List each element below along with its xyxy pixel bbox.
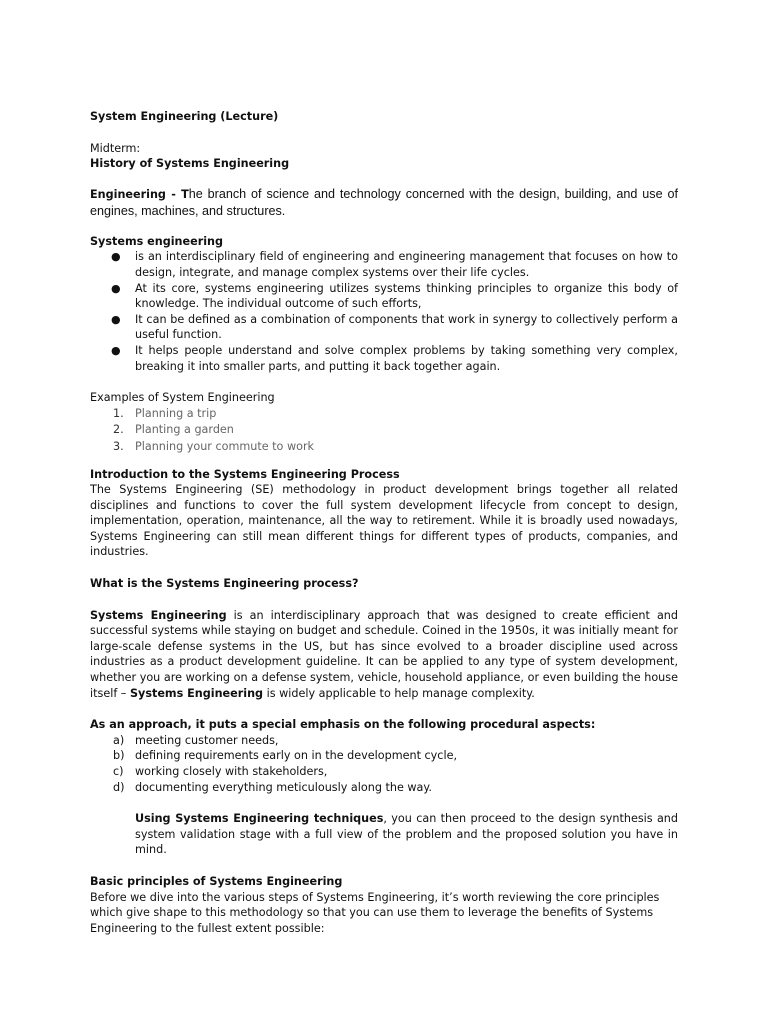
list-item-text: working closely with stakeholders, [135, 765, 328, 778]
list-item-text: It helps people understand and solve complex problems by taking something very complex, breaking it into smaller parts, and putting it back together again. [135, 343, 678, 373]
bullet-icon: ● [111, 281, 121, 295]
list-item [90, 748, 678, 764]
list-number: b) [113, 749, 125, 763]
list-item [90, 733, 678, 749]
engineering-definition [90, 186, 678, 220]
paragraph-text: is widely applicable to help manage complexity. [263, 686, 535, 700]
list-item [90, 439, 678, 456]
list-item-text: It can be defined as a combination of components that work in synergy to collectively perform a useful function. [135, 312, 678, 342]
intro-paragraph: The Systems Engineering (SE) methodology in product development brings together all related disciplines and functions to cover the full system development lifecycle from concept to design, implementation, operation, maintenance, all the way to retirement. While it is broadly used nowadays, Systems Engineering can still mean different things for different types of products, companies, and industries. [90, 483, 678, 559]
bullet-icon: ● [111, 343, 121, 357]
list-item [90, 422, 678, 439]
list-item [90, 780, 678, 796]
list-number: c) [113, 765, 124, 778]
list-item-text: defining requirements early on in the development cycle, [135, 749, 458, 763]
list-item [90, 406, 678, 423]
list-number: 1. [113, 406, 124, 420]
document-body [90, 109, 678, 936]
list-item-text: Planting a garden [135, 423, 234, 437]
list-number: 2. [113, 423, 124, 437]
paragraph-text: , you can then proceed to the design synthesis and system validation stage with a full view of the problem and the proposed solution you have in mind. [135, 812, 678, 857]
whatis-heading: What is the Systems Engineering process? [90, 577, 359, 591]
inline-bold-term: Systems Engineering [129, 686, 264, 700]
bullet-icon: ● [111, 250, 121, 264]
engineering-definition-text: he branch of science and technology concerned with the design, building, and use of engines, machines, and structures. [90, 186, 678, 218]
list-item-text: documenting everything meticulously along the way. [135, 780, 432, 794]
list-item [90, 764, 678, 780]
list-item [90, 312, 678, 343]
aspects-list [90, 733, 678, 795]
paragraph-text: is an interdisciplinary approach that was designed to create efficient and successful systems while staying on budget and schedule. Coined in the 1950s, it was initially meant for large-scale defense systems in the US, but has since evolved to a broader discipline used across industries as a product development guideline. It can be applied to any type of system development, whether you are working on a defense system, vehicle, household appliance, or even building the house itself – [90, 608, 678, 700]
list-item [90, 343, 678, 374]
list-item [90, 281, 678, 312]
list-item [90, 249, 678, 280]
list-item-text: meeting customer needs, [135, 733, 279, 747]
examples-heading: Examples of System Engineering [90, 391, 275, 405]
intro-heading: Introduction to the Systems Engineering Process [90, 467, 400, 481]
list-number: 3. [113, 439, 124, 453]
list-item-text: Planning your commute to work [135, 439, 315, 453]
bullet-icon: ● [111, 312, 121, 326]
midterm-label: Midterm: [90, 141, 141, 155]
engineering-term: Engineering - T [90, 187, 189, 201]
list-number: a) [113, 733, 125, 747]
examples-list [90, 406, 678, 456]
list-item-text: At its core, systems engineering utilizes systems thinking principles to organize this body of knowledge. The individual outcome of such efforts, [135, 281, 678, 311]
systems-engineering-list [90, 249, 678, 374]
inline-bold-term: Using Systems Engineering techniques [135, 812, 384, 826]
principles-paragraph: Before we dive into the various steps of Systems Engineering, it’s worth reviewing the core principles which give shape to this methodology so that you can use them to leverage the benefits of Systems Engineering to the fullest extent possible: [90, 890, 660, 935]
list-number: d) [113, 780, 125, 794]
document-title: System Engineering (Lecture) [90, 110, 279, 123]
list-item-text: is an interdisciplinary field of engineering and engineering management that focuses on how to design, integrate, and manage complex systems over their life cycles. [135, 250, 678, 279]
list-item-text: Planning a trip [135, 406, 217, 420]
history-heading: History of Systems Engineering [90, 157, 290, 171]
approach-heading: As an approach, it puts a special emphasis on the following procedural aspects: [90, 718, 596, 732]
whatis-paragraph [90, 608, 678, 702]
inline-bold-term: Systems Engineering [90, 608, 227, 622]
principles-heading: Basic principles of Systems Engineering [90, 874, 343, 888]
using-paragraph [90, 811, 678, 858]
systems-engineering-heading: Systems engineering [90, 234, 224, 248]
